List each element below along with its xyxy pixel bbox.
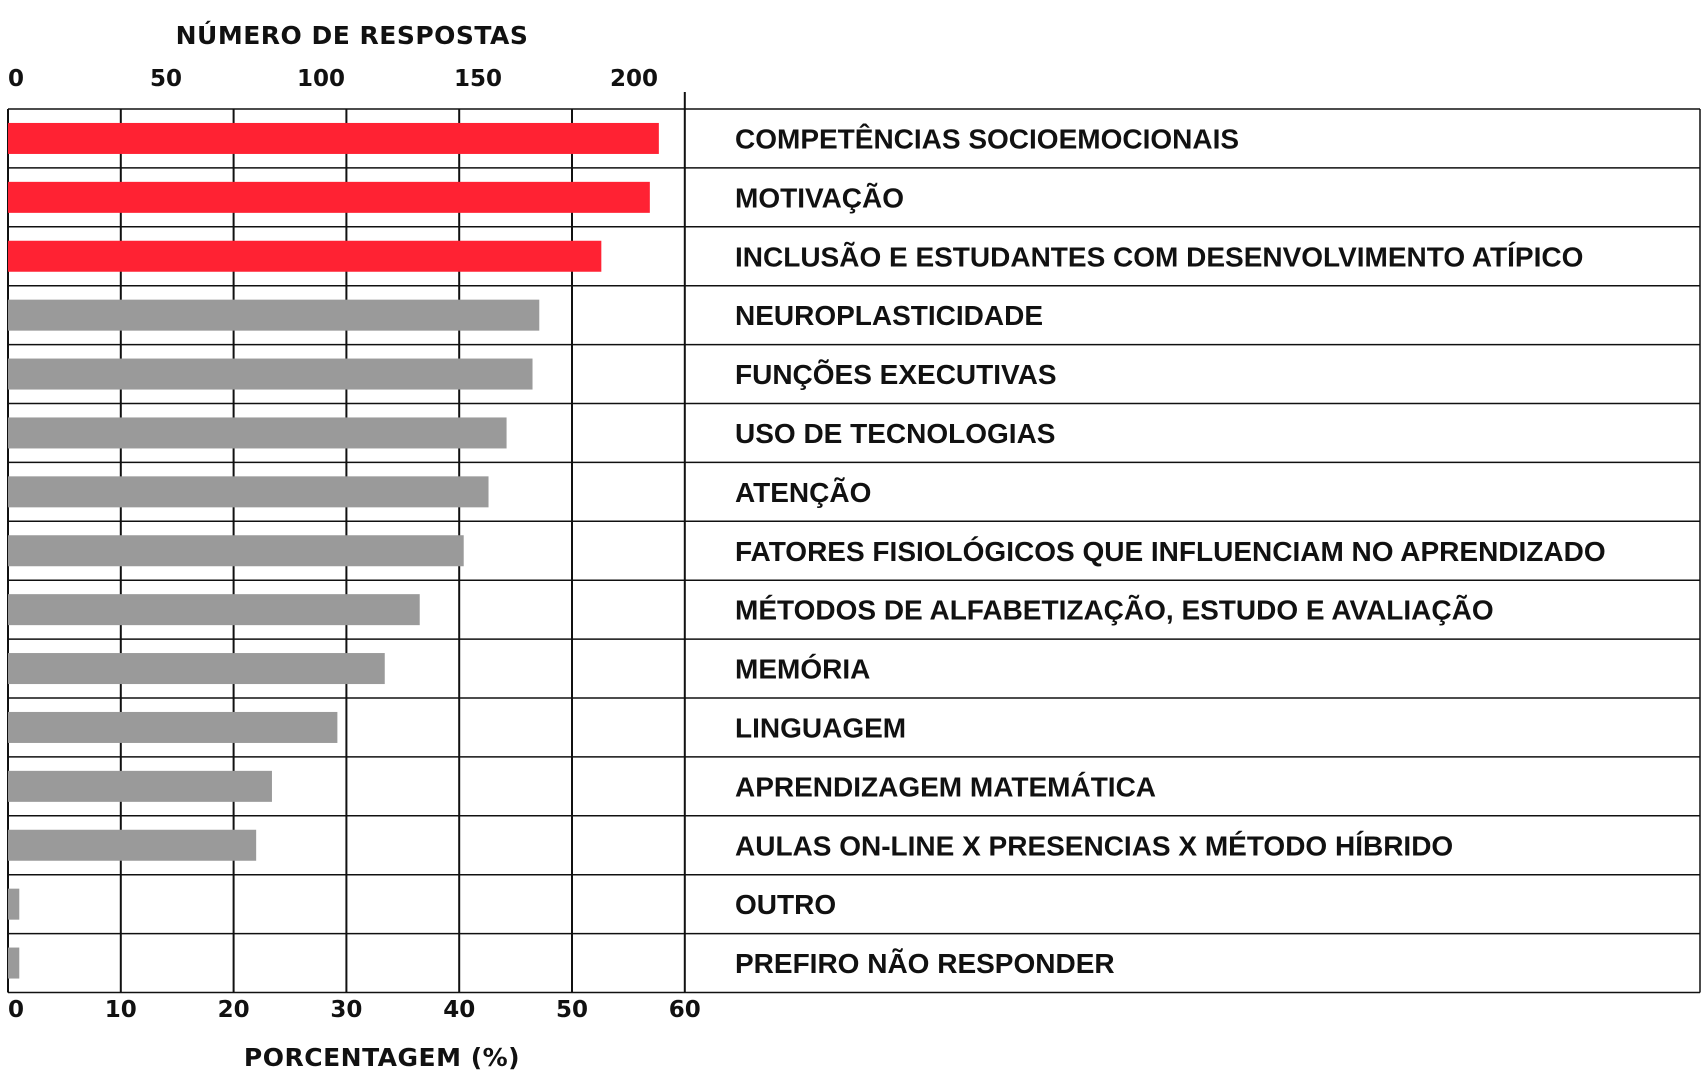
bar-6 xyxy=(8,476,489,507)
top-axis-ticks xyxy=(8,66,658,92)
category-label-10: LINGUAGEM xyxy=(735,712,907,744)
bar-11 xyxy=(8,771,272,802)
category-labels xyxy=(735,123,1606,979)
bar-14 xyxy=(8,948,19,979)
category-label-5: USO DE TECNOLOGIAS xyxy=(735,417,1056,449)
bottom-tick-10: 10 xyxy=(104,997,137,1023)
category-label-13: OUTRO xyxy=(735,889,837,921)
bottom-tick-20: 20 xyxy=(217,997,250,1023)
category-label-12: AULAS ON-LINE X PRESENCIAS X MÉTODO HÍBRIDO xyxy=(735,830,1454,862)
category-label-8: MÉTODOS DE ALFABETIZAÇÃO, ESTUDO E AVALIAÇÃO xyxy=(735,594,1494,626)
bar-4 xyxy=(8,359,533,390)
bar-5 xyxy=(8,417,507,448)
bar-7 xyxy=(8,535,464,566)
category-label-6: ATENÇÃO xyxy=(735,476,872,508)
category-label-2: INCLUSÃO E ESTUDANTES COM DESENVOLVIMENTO ATÍPICO xyxy=(735,241,1584,273)
top-tick-0: 0 xyxy=(8,66,25,92)
bar-0 xyxy=(8,123,659,154)
top-axis-title: NÚMERO DE RESPOSTAS xyxy=(175,21,529,50)
category-label-1: MOTIVAÇÃO xyxy=(735,182,905,214)
bar-1 xyxy=(8,182,650,213)
top-tick-50: 50 xyxy=(149,66,183,92)
bar-10 xyxy=(8,712,337,743)
category-label-4: FUNÇÕES EXECUTIVAS xyxy=(735,359,1057,391)
bottom-tick-50: 50 xyxy=(555,997,589,1023)
bars xyxy=(8,123,659,979)
category-label-9: MEMÓRIA xyxy=(735,653,871,685)
top-tick-200: 200 xyxy=(609,66,659,92)
bar-3 xyxy=(8,300,539,331)
bar-2 xyxy=(8,241,601,272)
bar-13 xyxy=(8,889,19,920)
bottom-tick-0: 0 xyxy=(8,997,25,1023)
top-tick-150: 150 xyxy=(453,66,503,92)
bottom-axis-title: PORCENTAGEM (%) xyxy=(243,1043,521,1072)
category-label-14: PREFIRO NÃO RESPONDER xyxy=(735,948,1115,980)
bar-12 xyxy=(8,830,256,861)
category-label-3: NEUROPLASTICIDADE xyxy=(735,300,1044,332)
category-label-0: COMPETÊNCIAS SOCIOEMOCIONAIS xyxy=(735,123,1240,155)
category-label-7: FATORES FISIOLÓGICOS QUE INFLUENCIAM NO APRENDIZADO xyxy=(735,535,1606,567)
bar-8 xyxy=(8,594,420,625)
top-tick-100: 100 xyxy=(296,66,346,92)
bottom-tick-30: 30 xyxy=(330,997,363,1023)
bottom-tick-60: 60 xyxy=(668,997,701,1023)
bottom-tick-40: 40 xyxy=(443,997,476,1023)
category-label-11: APRENDIZAGEM MATEMÁTICA xyxy=(735,771,1157,803)
bar-9 xyxy=(8,653,385,684)
bottom-axis-ticks xyxy=(8,997,701,1023)
